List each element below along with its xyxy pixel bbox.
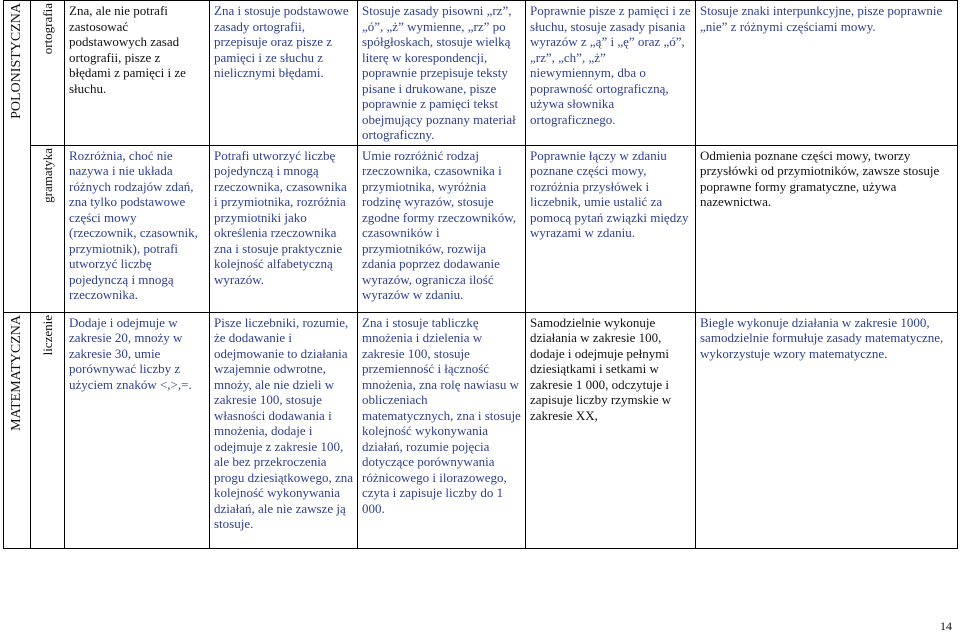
subsection-label: gramatyka	[39, 147, 55, 203]
cell-liczenie-3: Zna i stosuje tabliczkę mnożenia i dzielenia w zakresie 100, stosuje przemienność i łączność mnożenia, zna rolę nawiasu w obliczeniach matematycznych, zna i stosuje kolejność wykonywania działań, rozumie pojęcia dotyczące porównywania różnicowego i ilorazowego, czyta i zapisuje liczby do 1 000.	[358, 312, 526, 548]
subsection-gramatyka	[31, 145, 65, 312]
table-row-gramatyka	[4, 145, 958, 312]
table-row-liczenie	[4, 312, 958, 548]
section-label: MATEMATYCZNA	[9, 314, 25, 431]
cell-liczenie-4: Samodzielnie wykonuje działania w zakresie 100, dodaje i odejmuje pełnymi dziesiątkami i setkami w zakresie 1 000, odczytuje i zapisuje liczby rzymskie w zakresie XX,	[526, 312, 696, 548]
cell-gramatyka-4: Poprawnie łączy w zdaniu poznane części mowy, rozróżnia przysłówek i liczebnik, umie ustalić za pomocą pytań związki między wyrazami w zdaniu.	[526, 145, 696, 312]
cell-liczenie-1: Dodaje i odejmuje w zakresie 20, mnoży w zakresie 30, umie porównywać liczby z użyciem znaków <,>,=.	[65, 312, 210, 548]
subsection-label: ortografia	[39, 3, 55, 55]
criteria-table	[3, 0, 958, 549]
section-matematyczna	[4, 312, 31, 548]
cell-ortografia-5: Stosuje znaki interpunkcyjne, pisze poprawnie „nie” z różnymi częściami mowy.	[696, 1, 958, 146]
cell-ortografia-1: Zna, ale nie potrafi zastosować podstawowych zasad ortografii, pisze z błędami z pamięci i ze słuchu.	[65, 1, 210, 146]
cell-ortografia-3: Stosuje zasady pisowni „rz”, „ó”, „ż” wymienne, „rz” po spółgłoskach, stosuje wielką literę w korespondencji, poprawnie przepisuje teksty pisane i drukowane, pisze poprawnie z pamięci tekst obejmujący poznany materiał ortograficzny.	[358, 1, 526, 146]
cell-liczenie-5: Biegle wykonuje działania w zakresie 1000, samodzielnie formułuje zasady matematyczne, wykorzystuje wzory matematyczne.	[696, 312, 958, 548]
table-row-ortografia	[4, 1, 958, 146]
cell-gramatyka-2: Potrafi utworzyć liczbę pojedynczą i mnogą rzeczownika, czasownika i przymiotnika, rozróżnia przymiotniki jako określenia rzeczownika zna i stosuje praktycznie kolejność alfabetyczną wyrazów.	[210, 145, 358, 312]
cell-gramatyka-1: Rozróżnia, choć nie nazywa i nie układa różnych rodzajów zdań, zna tylko podstawowe części mowy (rzeczownik, czasownik, przymiotnik), potrafi utworzyć liczbę pojedynczą i mnogą rzeczownika.	[65, 145, 210, 312]
section-label: POLONISTYCZNA	[9, 3, 25, 119]
cell-gramatyka-5: Odmienia poznane części mowy, tworzy przysłówki od przymiotników, zawsze stosuje poprawne formy gramatyczne, używa nazewnictwa.	[696, 145, 958, 312]
subsection-ortografia	[31, 1, 65, 146]
cell-liczenie-2: Pisze liczebniki, rozumie, że dodawanie i odejmowanie to działania wzajemnie odwrotne, mnoży, ale nie dzieli w zakresie 100, stosuje własności dodawania i mnożenia, dodaje i odejmuje z zakresie 100, ale bez przekroczenia progu dziesiątkowego, zna kolejność wykonywania działań, ale nie zawsze ją stosuje.	[210, 312, 358, 548]
cell-gramatyka-3: Umie rozróżnić rodzaj rzeczownika, czasownika i przymiotnika, wyróżnia rodzinę wyrazów, stosuje zgodne formy rzeczowników, czasowników i przymiotników, rozwija zdania poprzez dodawanie wyrazów, ogranicza ilość wyrazów w zdaniu.	[358, 145, 526, 312]
section-polonistyczna	[4, 1, 31, 313]
cell-ortografia-4: Poprawnie pisze z pamięci i ze słuchu, stosuje zasady pisania wyrazów z „ą” i „ę” oraz „ó”, „rz”, „ch”, „ż” niewymiennym, dba o poprawność ortograficzną, używa słownika ortograficznego.	[526, 1, 696, 146]
subsection-label: liczenie	[39, 314, 55, 355]
cell-ortografia-2: Zna i stosuje podstawowe zasady ortografii, przepisuje oraz pisze z pamięci i ze słuchu z nielicznymi błędami.	[210, 1, 358, 146]
subsection-liczenie	[31, 312, 65, 548]
page-number: 14	[940, 619, 952, 633]
